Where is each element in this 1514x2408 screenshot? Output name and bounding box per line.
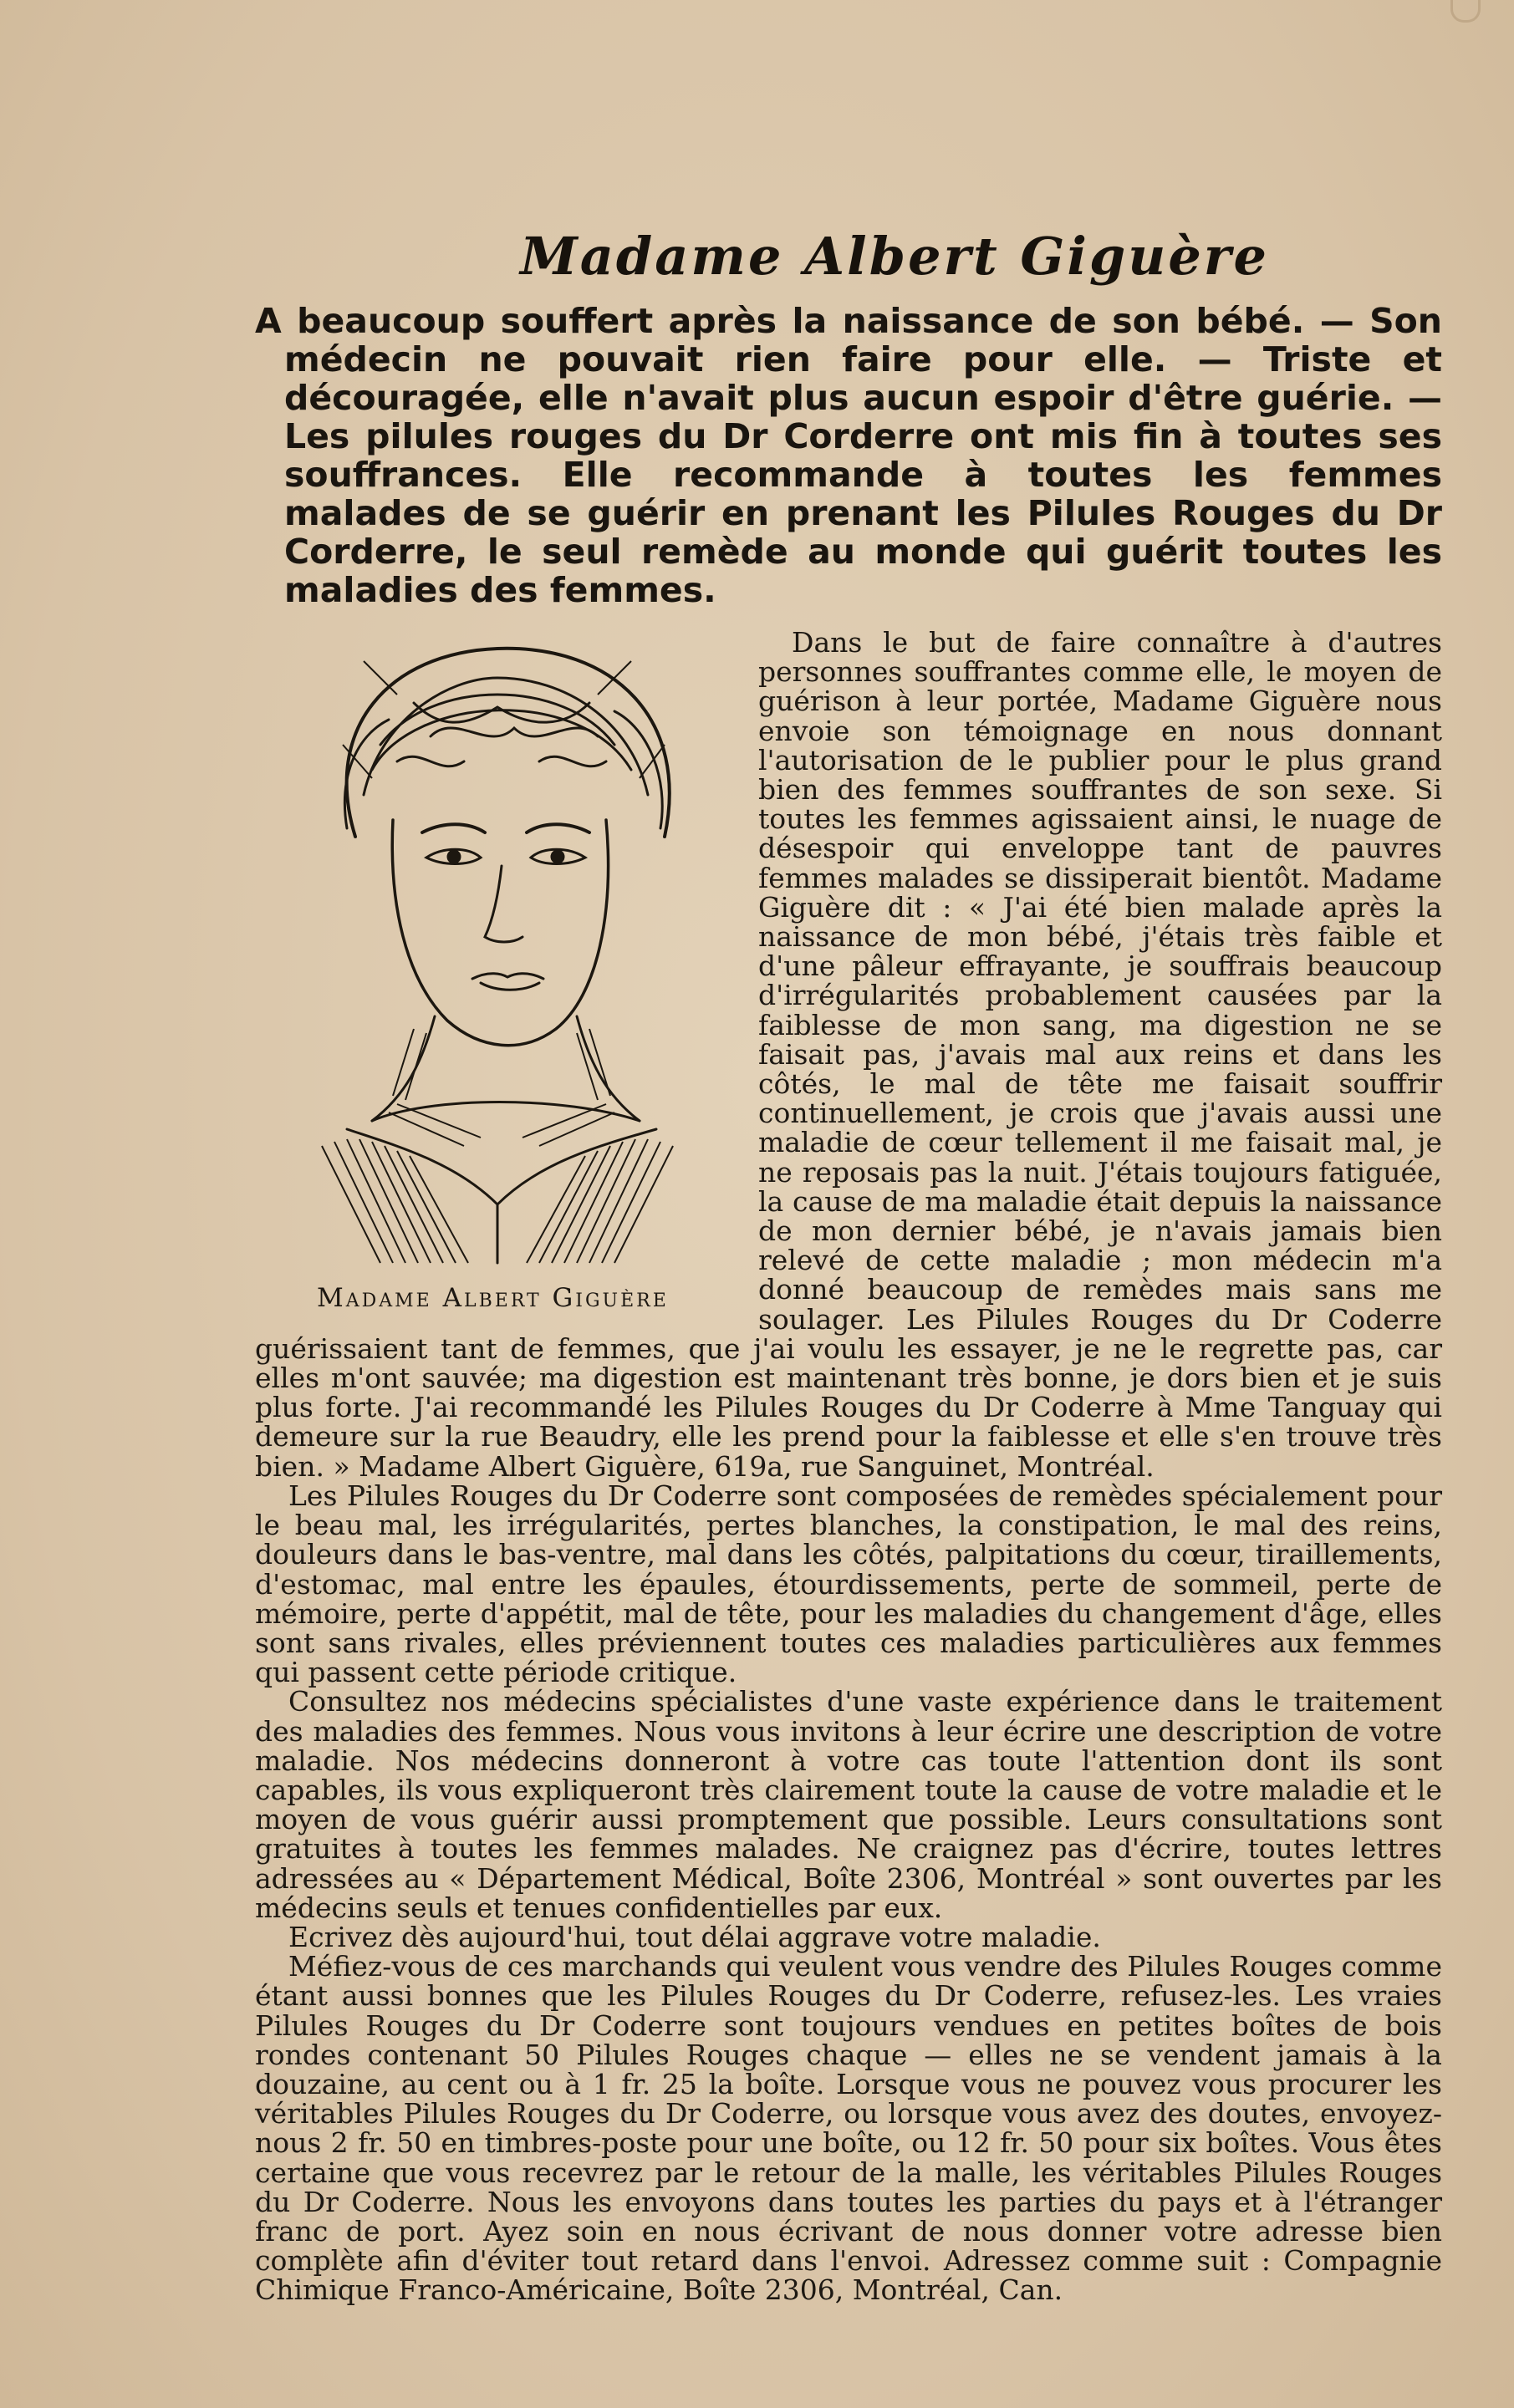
consultation-paragraph: Consultez nos médecins spécialistes d'une vaste expérience dans le traitement des maladies des femmes. Nous vous invitons à leur écrire une description de votre maladie. Nos médecins donneront à votre cas toute l'attention dont ils sont capables, ils vous expliqueront très clairement toute la cause de votre maladie et le moyen de vous guérir aussi promptement que possible. Leurs consultations sont gratuites à toutes les femmes malades. Ne craignez pas d'écrire, toutes lettres adressées au « Département Médical, Boîte 2306, Montréal » sont ouvertes par les médecins seuls et tenues confidentielles par eux. bbox=[255, 1685, 1442, 1924]
warning-paragraph: Méfiez-vous de ces marchands qui veulent vous vendre des Pilules Rouges comme étant aussi bonnes que les Pilules Rouges du Dr Coderre, refusez-les. Les vraies Pilules Rouges du Dr Coderre sont toujours vendues en petites boîtes de bois rondes contenant 50 Pilules Rouges chaque — elles ne se vendent jamais à la douzaine, au cent ou à 1 fr. 25 la boîte. Lorsque vous ne pouvez vous procurer les véritables Pilules Rouges du Dr Coderre, ou lorsque vous avez des doutes, envoyez-nous 2 fr. 50 en timbres-poste pour une boîte, ou 12 fr. 50 pour six boîtes. Vous êtes certaine que vous recevrez par le retour de la malle, les véritables Pilules Rouges du Dr Coderre. Nous les envoyons dans toutes les parties du pays et à l'étranger franc de port. Ayez soin en nous écrivant de nous donner votre adresse bien complète afin d'éviter tout retard dans l'envoi. Adressez comme suit : Compagnie Chimique Franco-Américaine, Boîte 2306, Montréal, Can. bbox=[255, 1950, 1442, 2307]
ingredients-paragraph: Les Pilules Rouges du Dr Coderre sont composées de remèdes spécialement pour le beau mal, les irrégularités, pertes blanches, la constipation, le mal des reins, douleurs dans le bas-ventre, mal dans les côtés, palpitations du cœur, tiraillements, d'estomac, mal entre les épaules, étourdissements, perte de sommeil, perte de mémoire, perte d'appétit, mal de tête, pour les maladies du changement d'âge, elles sont sans rivales, elles préviennent toutes ces maladies particulières aux femmes qui passent cette période critique. bbox=[255, 1479, 1442, 1689]
testimonial-paragraph: Dans le but de faire connaître à d'autres personnes souffrantes comme elle, le moyen de guérison à leur portée, Madame Giguère nous envoie son témoignage en nous donnant l'autorisation de le publier pour le plus grand bien des femmes souffrantes de son sexe. Si toutes les femmes agissaient ainsi, le nuage de désespoir qui enveloppe tant de pauvres femmes malades se dissiperait bientôt. Madame Giguère dit : « J'ai été bien malade après la naissance de mon bébé, j'étais très faible et d'une pâleur effrayante, je souffrais beaucoup d'irrégularités probablement causées par la faiblesse de mon sang, ma digestion ne se faisait pas, j'avais mal aux reins et dans les côtés, le mal de tête me faisait souffrir continuellement, je crois que j'avais aussi une maladie de cœur tellement il me faisait mal, je ne reposais pas la nuit. J'étais toujours fatiguée, la cause de ma maladie était depuis la naissance de mon dernier bébé, je n'avais jamais bien relevé de cette maladie ; mon médecin m'a donné beaucoup de remèdes mais sans me soulager. Les Pilules Rouges du Dr Coderre guérissaient tant de femmes, que j'ai voulu les essayer, je ne le regrette pas, car elles m'ont sauvée; ma digestion est maintenant très bonne, je dors bien et je suis plus forte. J'ai recommandé les Pilules Rouges du Dr Coderre à Mme Tanguay qui demeure sur la rue Beaudry, elle les prend pour la faiblesse et elle s'en trouve très bien. » Madame Albert Giguère, 619a, rue Sanguinet, Montréal. bbox=[255, 626, 1442, 1483]
portrait-caption: Madame Albert Giguère bbox=[317, 1282, 669, 1313]
call-to-action-paragraph: Ecrivez dès aujourd'hui, tout délai aggrave votre maladie. bbox=[288, 1920, 1101, 1953]
article-title: Madame Albert Giguère bbox=[520, 226, 1269, 287]
advertisement-article bbox=[255, 226, 1442, 2305]
portrait-figure bbox=[247, 628, 748, 1313]
page-corner-mark bbox=[1450, 0, 1481, 23]
article-lead: A beaucoup souffert après la naissance de son bébé. — Son médecin ne pouvait rien faire pour elle. — Triste et découragée, elle n'avait plus aucun espoir d'être guérie. — Les pilules rouges du Dr Corderre ont mis fin à toutes ses souffrances. Elle recommande à toutes les femmes malades de se guérir en prenant les Pilules Rouges du Dr Corderre, le seul remède au monde qui guérit toutes les maladies des femmes. bbox=[255, 301, 1442, 610]
portrait-engraving bbox=[247, 628, 748, 1280]
article-body bbox=[255, 628, 1442, 2305]
